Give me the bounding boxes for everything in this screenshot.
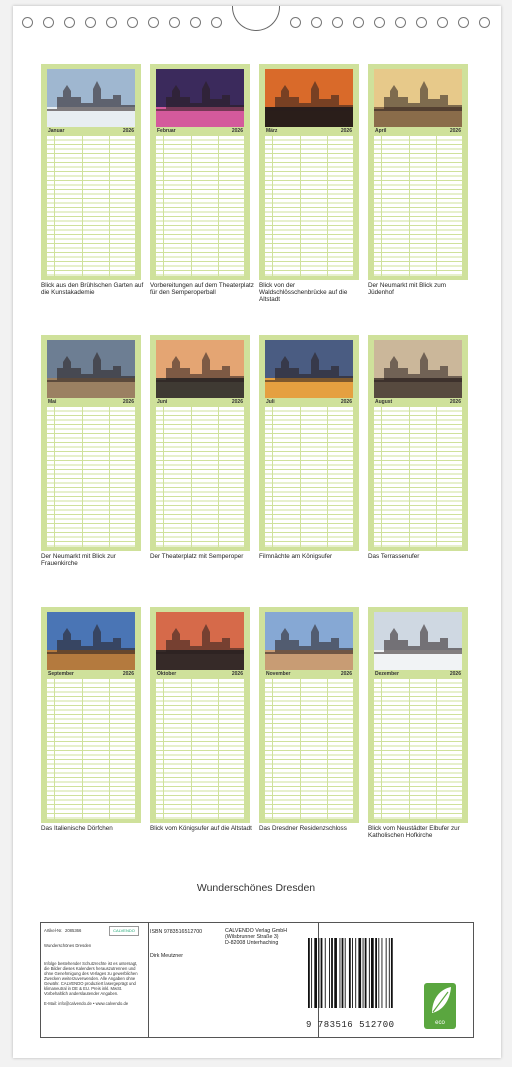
barcode-bar <box>349 938 351 1008</box>
binding-hole <box>22 17 33 28</box>
barcode-bar <box>391 938 393 1008</box>
barcode-bar <box>311 938 312 1008</box>
month-year: 2026 <box>231 128 243 134</box>
barcode-digits: 9 783516 512700 <box>306 1020 395 1030</box>
barcode-bar <box>314 938 317 1008</box>
binding-hole <box>211 17 222 28</box>
publisher-street: (Wilsbrunner Straße 3) <box>225 934 279 940</box>
barcode-bar <box>382 938 383 1008</box>
month-name: August <box>375 399 393 405</box>
leaf-icon <box>424 983 456 1017</box>
month-caption: Vorbereitungen auf dem Theaterplatz für den Semperoperball <box>150 282 254 296</box>
month-photo <box>47 612 135 670</box>
month-year: 2026 <box>231 671 243 677</box>
month-day-grid <box>47 407 135 547</box>
month-year: 2026 <box>449 128 461 134</box>
legal-text: Infolge bestehender Schutzrechte ist es untersagt, die Bilder dieses Kalenders herauszutrennen und ohne Genehmigung des Verlages zu gewerblichen Zwecken weiterzuverwenden. Alle Angaben ohne Gewähr. CALVENDO produziert lasergeprägt und klimaneutral in DE & EU. Preis inkl. MwSt. Vorbehaltlich anderslautender Angaben. <box>44 961 138 996</box>
month-header <box>156 127 244 135</box>
month-year: 2026 <box>449 399 461 405</box>
barcode-bar <box>365 938 367 1008</box>
month-name: September <box>48 671 74 677</box>
month-day-grid <box>265 679 353 819</box>
binding-hole <box>169 17 180 28</box>
binding-hole <box>395 17 406 28</box>
month-header <box>47 398 135 406</box>
month-day-grid <box>265 407 353 547</box>
month-header <box>47 127 135 135</box>
article-number: 2085366 <box>65 928 82 933</box>
month-photo <box>265 340 353 398</box>
month-header <box>156 398 244 406</box>
month-caption: Das Dresdner Residenzschloss <box>259 825 347 832</box>
month-caption: Der Neumarkt mit Blick zum Jüdenhof <box>368 282 447 296</box>
binding-hole <box>458 17 469 28</box>
month-header <box>374 670 462 678</box>
month-year: 2026 <box>449 671 461 677</box>
month-caption: Blick vom Königsufer auf die Altstadt <box>150 825 252 832</box>
month-photo <box>47 69 135 127</box>
barcode <box>306 938 418 1008</box>
barcode-bar <box>389 938 390 1008</box>
product-title-small: Wunderschönes Dresden <box>44 943 92 948</box>
barcode-bar <box>371 938 374 1008</box>
month-year: 2026 <box>122 399 134 405</box>
barcode-bar <box>358 938 361 1008</box>
barcode-bar <box>352 938 353 1008</box>
month-name: November <box>266 671 291 677</box>
month-day-grid <box>374 679 462 819</box>
month-photo <box>156 340 244 398</box>
publisher-city: D-82008 Unterhaching <box>225 940 279 946</box>
barcode-bar <box>329 938 330 1008</box>
barcode-bar <box>375 938 377 1008</box>
month-header <box>156 670 244 678</box>
month-name: Mai <box>48 399 57 405</box>
email-line: E-Mail: info@calvendo.de • www.calvendo.de <box>44 1001 129 1006</box>
month-year: 2026 <box>340 399 352 405</box>
binding-hole <box>290 17 301 28</box>
barcode-bar <box>340 938 341 1008</box>
binding-hole <box>148 17 159 28</box>
barcode-bar <box>319 938 320 1008</box>
month-year: 2026 <box>231 399 243 405</box>
barcode-bar <box>321 938 323 1008</box>
binding-hole <box>479 17 490 28</box>
article-label: Artikel-Nr. <box>44 928 63 933</box>
month-photo <box>156 612 244 670</box>
binding-hole <box>106 17 117 28</box>
barcode-bar <box>369 938 370 1008</box>
calvendo-logo: CALVENDO <box>109 926 139 936</box>
month-caption: Blick vom Neustädter Elbufer zur Katholischen Hofkirche <box>368 825 460 839</box>
month-photo <box>374 612 462 670</box>
binding-hole <box>190 17 201 28</box>
month-day-grid <box>265 136 353 276</box>
binding-hole <box>332 17 343 28</box>
month-day-grid <box>156 679 244 819</box>
month-header <box>265 398 353 406</box>
month-caption: Der Neumarkt mit Blick zur Frauenkirche <box>41 553 116 567</box>
month-name: Februar <box>157 128 176 134</box>
month-name: Dezember <box>375 671 399 677</box>
month-day-grid <box>47 679 135 819</box>
month-caption: Das Terrassenufer <box>368 553 420 560</box>
binding-hole <box>43 17 54 28</box>
binding-hole <box>311 17 322 28</box>
month-caption: Filmnächte am Königsufer <box>259 553 333 560</box>
month-name: Juli <box>266 399 275 405</box>
barcode-bar <box>386 938 387 1008</box>
month-photo <box>265 69 353 127</box>
back-cover-left-panel <box>41 923 149 1037</box>
barcode-bar <box>308 938 310 1008</box>
month-photo <box>374 69 462 127</box>
author-name: Dirk Meutzner <box>150 953 183 959</box>
month-header <box>47 670 135 678</box>
barcode-bar <box>363 938 364 1008</box>
month-name: Oktober <box>157 671 177 677</box>
month-photo <box>156 69 244 127</box>
binding-hole <box>437 17 448 28</box>
calendar-title: Wunderschönes Dresden <box>196 882 316 894</box>
month-photo <box>47 340 135 398</box>
month-year: 2026 <box>122 128 134 134</box>
back-cover-middle-panel <box>148 923 319 1037</box>
month-day-grid <box>374 407 462 547</box>
isbn-text: ISBN 9783516512700 <box>150 929 203 935</box>
barcode-bar <box>345 938 346 1008</box>
barcode-bar <box>325 938 326 1008</box>
month-day-grid <box>374 136 462 276</box>
month-day-grid <box>156 407 244 547</box>
month-name: März <box>266 128 278 134</box>
binding-hole <box>416 17 427 28</box>
month-name: Juni <box>157 399 168 405</box>
month-caption: Blick von der Waldschlösschenbrücke auf die Altstadt <box>259 282 348 303</box>
month-name: Januar <box>48 128 65 134</box>
month-photo <box>265 612 353 670</box>
binding-hole <box>127 17 138 28</box>
month-header <box>265 127 353 135</box>
binding-hole <box>64 17 75 28</box>
month-caption: Der Theaterplatz mit Semperoper <box>150 553 244 560</box>
publisher-name: CALVENDO Verlag GmbH <box>225 928 288 934</box>
month-header <box>374 398 462 406</box>
month-day-grid <box>47 136 135 276</box>
eco-label: eco <box>435 1020 445 1026</box>
month-photo <box>374 340 462 398</box>
month-name: April <box>375 128 387 134</box>
barcode-bar <box>334 938 337 1008</box>
barcode-bar <box>355 938 356 1008</box>
barcode-bar <box>342 938 344 1008</box>
month-caption: Blick aus den Brühlschen Garten auf die Kunstakademie <box>41 282 144 296</box>
barcode-bar <box>331 938 333 1008</box>
month-caption: Das Italienische Dörfchen <box>41 825 113 832</box>
binding-hole <box>374 17 385 28</box>
month-header <box>374 127 462 135</box>
eco-badge <box>424 983 456 1029</box>
barcode-bar <box>378 938 379 1008</box>
month-header <box>265 670 353 678</box>
month-year: 2026 <box>340 128 352 134</box>
month-day-grid <box>156 136 244 276</box>
binding-hole <box>85 17 96 28</box>
month-year: 2026 <box>122 671 134 677</box>
binding-hole <box>353 17 364 28</box>
month-year: 2026 <box>340 671 352 677</box>
